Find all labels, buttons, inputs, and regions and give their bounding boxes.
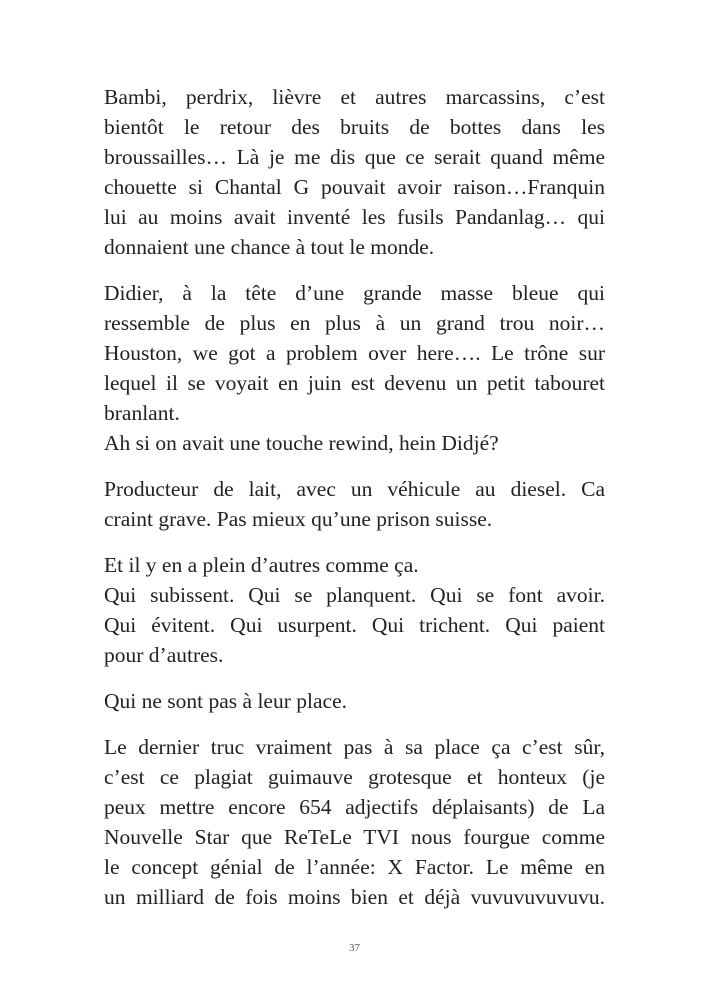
text-line: Le dernier truc vraiment pas à sa place ça c’est sûr, [104,735,605,759]
text-line: peux mettre encore 654 adjectifs déplaisants) de La [104,795,605,819]
text-line: le concept génial de l’année: X Factor. Le même en [104,855,605,879]
text-line: ressemble de plus en plus à un grand trou noir… [104,311,605,335]
text-line: craint grave. Pas mieux qu’une prison suisse. [104,507,493,531]
text-line: branlant. [104,401,180,425]
text-line: Bambi, perdrix, lièvre et autres marcassins, c’est [104,85,605,109]
text-line: broussailles… Là je me dis que ce serait quand même [104,145,605,169]
text-line: Producteur de lait, avec un véhicule au diesel. Ca [104,477,605,501]
text-line: pour d’autres. [104,643,224,667]
text-line: bientôt le retour des bruits de bottes dans les [104,115,605,139]
paragraph-hunting-season [104,82,605,262]
text-line: Nouvelle Star que ReTeLe TVI nous fourgue comme [104,825,605,849]
text-line: lui au moins avait inventé les fusils Pandanlag… qui [104,205,605,229]
document-page [104,82,605,928]
text-line: Qui subissent. Qui se planquent. Qui se font avoir. [104,583,605,607]
paragraph-not-in-place [104,686,605,716]
text-line: un milliard de fois moins bien et déjà vuvuvuvuvuvu. [104,885,605,909]
paragraph-milk-producer [104,474,605,534]
page-number: 37 [349,942,360,954]
text-line: chouette si Chantal G pouvait avoir raison…Franquin [104,175,605,199]
paragraph-x-factor [104,732,605,912]
text-line: Houston, we got a problem over here…. Le trône sur [104,341,605,365]
paragraph-others [104,550,605,670]
text-line: c’est ce plagiat guimauve grotesque et honteux (je [104,765,605,789]
text-line: Didier, à la tête d’une grande masse bleue qui [104,281,605,305]
text-line: Qui évitent. Qui usurpent. Qui trichent. Qui paient [104,613,605,637]
text-line: Ah si on avait une touche rewind, hein Didjé? [104,431,499,455]
text-line: donnaient une chance à tout le monde. [104,235,435,259]
paragraph-didier [104,278,605,458]
text-line: Qui ne sont pas à leur place. [104,689,347,713]
text-line: Et il y en a plein d’autres comme ça. [104,553,419,577]
text-line: lequel il se voyait en juin est devenu un petit tabouret [104,371,605,395]
